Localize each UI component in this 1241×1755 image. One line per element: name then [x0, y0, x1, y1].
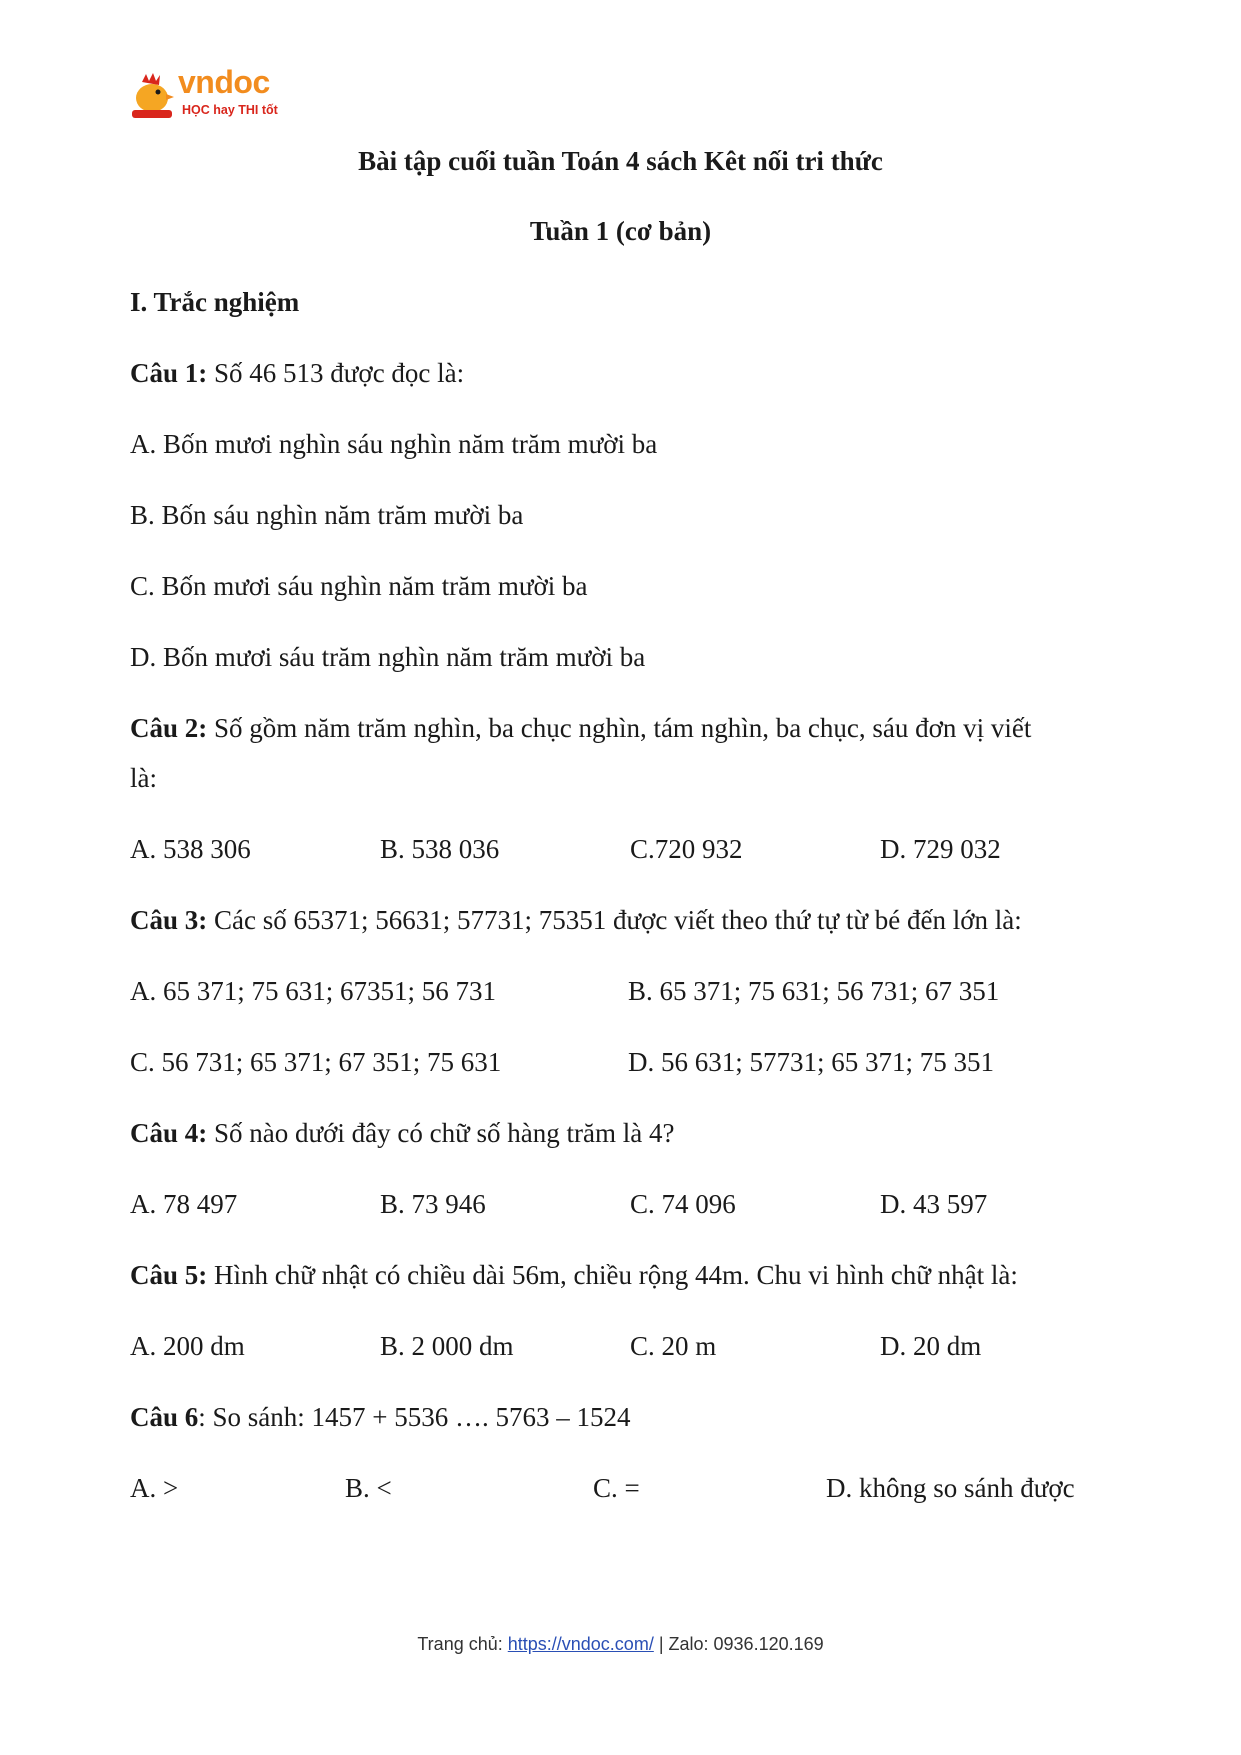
question-2 [130, 713, 1031, 744]
q1-option-a: A. Bốn mươi nghìn sáu nghìn năm trăm mười ba [130, 429, 658, 459]
q3-option-d: D. 56 631; 57731; 65 371; 75 351 [628, 1047, 995, 1077]
q1-option-c: C. Bốn mươi sáu nghìn năm trăm mười ba [130, 571, 588, 601]
vndoc-logo [128, 64, 293, 126]
question-6 [130, 1402, 631, 1433]
document-title: Bài tập cuối tuần Toán 4 sách Kêt nối tri thức [358, 146, 883, 176]
q4-option-b: B. 73 946 [380, 1189, 486, 1219]
q3-option-b: B. 65 371; 75 631; 56 731; 67 351 [628, 976, 1000, 1006]
q5-option-d: D. 20 dm [880, 1331, 982, 1361]
question-2-continued: là: [130, 763, 157, 793]
question-text: Các số 65371; 56631; 57731; 75351 được viết theo thứ tự từ bé đến lớn là: [207, 905, 1022, 935]
q2-option-b: B. 538 036 [380, 834, 500, 864]
q2-option-d: D. 729 032 [880, 834, 1001, 864]
section-heading: I. Trắc nghiệm [130, 287, 300, 317]
q6-option-a: A. > [130, 1473, 179, 1503]
q3-option-c: C. 56 731; 65 371; 67 351; 75 631 [130, 1047, 502, 1077]
question-text: : So sánh: 1457 + 5536 …. 5763 – 1524 [198, 1402, 631, 1432]
q3-option-a: A. 65 371; 75 631; 67351; 56 731 [130, 976, 497, 1006]
q5-option-a: A. 200 dm [130, 1331, 245, 1361]
question-label: Câu 2: [130, 713, 208, 743]
question-text: Hình chữ nhật có chiều dài 56m, chiều rộng 44m. Chu vi hình chữ nhật là: [207, 1260, 1018, 1290]
q4-option-a: A. 78 497 [130, 1189, 238, 1219]
logo-brand: vndoc [178, 64, 270, 100]
q5-option-c: C. 20 m [630, 1331, 717, 1361]
document-subtitle: Tuần 1 (cơ bản) [529, 216, 712, 246]
q6-option-b: B. < [345, 1473, 392, 1503]
q2-option-c: C.720 932 [630, 834, 743, 864]
footer-contact: | Zalo: 0936.120.169 [653, 1634, 824, 1654]
homepage-link[interactable]: https://vndoc.com/ [507, 1634, 654, 1654]
question-3 [130, 905, 1022, 936]
question-label: Câu 5: [130, 1260, 208, 1290]
question-text: Số gồm năm trăm nghìn, ba chục nghìn, tám nghìn, ba chục, sáu đơn vị viết [207, 713, 1032, 743]
page-footer [0, 1634, 1241, 1655]
question-1 [130, 358, 464, 389]
q2-option-a: A. 538 306 [130, 834, 251, 864]
q1-option-b: B. Bốn sáu nghìn năm trăm mười ba [130, 500, 524, 530]
q4-option-c: C. 74 096 [630, 1189, 736, 1219]
rooster-mascot-icon [128, 72, 178, 122]
question-label: Câu 1: [130, 358, 208, 388]
question-label: Câu 6 [130, 1402, 199, 1432]
q6-option-d: D. không so sánh được [826, 1473, 1075, 1503]
question-label: Câu 4: [130, 1118, 208, 1148]
question-4 [130, 1118, 674, 1149]
logo-tagline: HỌC hay THI tốt [182, 103, 278, 117]
question-5 [130, 1260, 1018, 1291]
question-text: Số 46 513 được đọc là: [207, 358, 465, 388]
question-label: Câu 3: [130, 905, 208, 935]
q1-option-d: D. Bốn mươi sáu trăm nghìn năm trăm mười ba [130, 642, 646, 672]
footer-prefix: Trang chủ: [417, 1634, 508, 1654]
q6-option-c: C. = [593, 1473, 640, 1503]
q4-option-d: D. 43 597 [880, 1189, 988, 1219]
q5-option-b: B. 2 000 dm [380, 1331, 514, 1361]
question-text: Số nào dưới đây có chữ số hàng trăm là 4? [207, 1118, 675, 1148]
